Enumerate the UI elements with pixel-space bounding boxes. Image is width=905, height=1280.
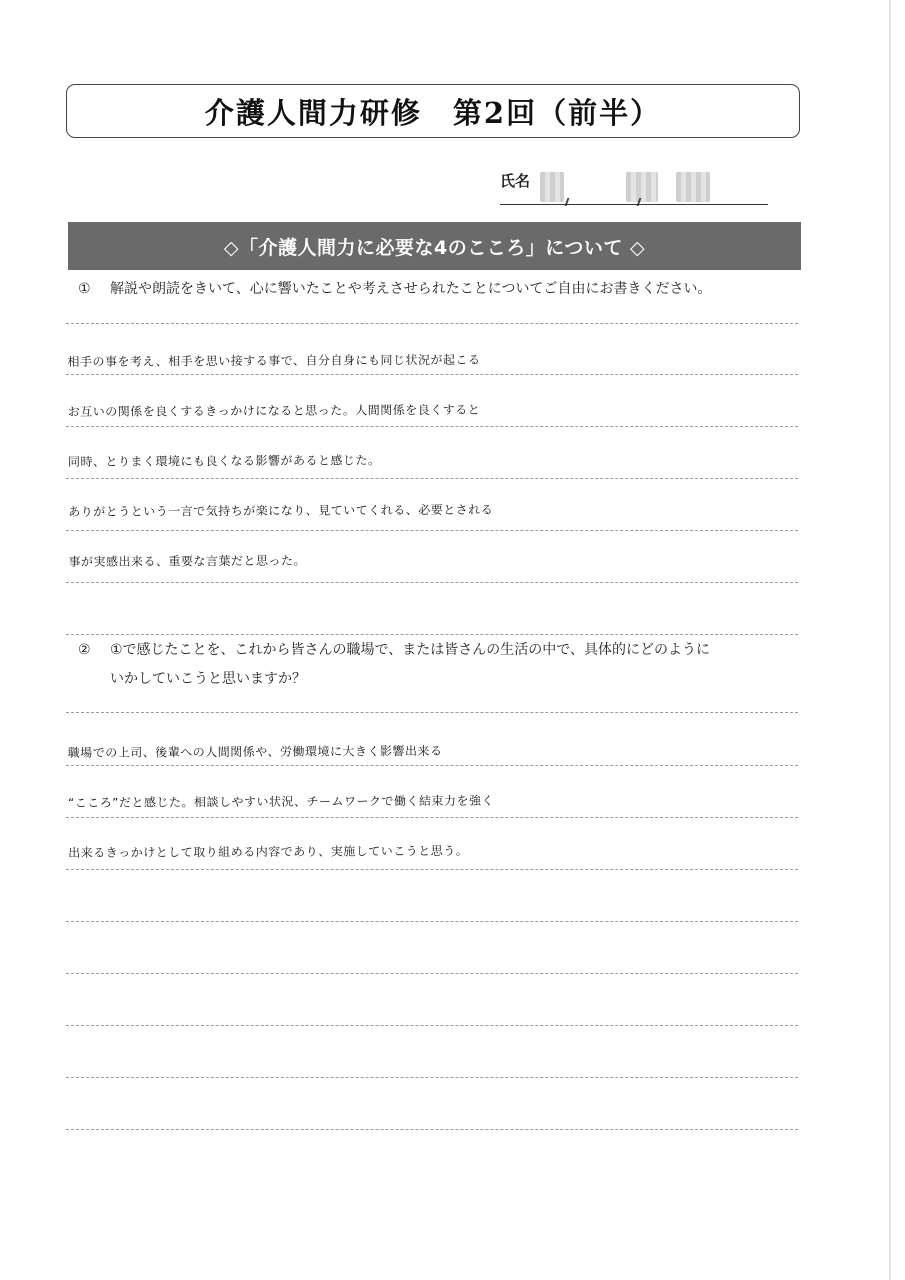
question-number: ② (78, 642, 91, 658)
ruled-line (66, 921, 798, 922)
redacted-name-block (540, 172, 564, 202)
page-edge (889, 0, 891, 1280)
answer-1 (67, 333, 798, 587)
ruled-line (66, 712, 798, 713)
redacted-name-block (676, 172, 710, 202)
answer-line: ありがとうという一言で気持ちが楽になり、見ていてくれる、必要とされる (68, 502, 494, 519)
ruled-line (66, 1129, 798, 1130)
ruled-line (66, 634, 798, 635)
question-1 (78, 275, 798, 304)
question-text: 解説や朗読をきいて、心に響いたことや考えさせられたことについてご自由にお書きください。 (110, 281, 712, 297)
section-heading-bar (68, 222, 801, 270)
name-underline (500, 204, 768, 205)
answer-line: 同時、とりまく環境にも良くなる影響があると感じた。 (67, 453, 381, 469)
redacted-name-block (626, 172, 658, 202)
answer-line: 相手の事を考え、相手を思い接する事で、自分自身にも同じ状況が起こる (67, 352, 481, 369)
question-2 (78, 636, 798, 694)
answer-line: 職場での上司、後輩への人間関係や、労働環境に大きく影響出来る (67, 743, 443, 760)
answer-line: 事が実感出来る、重要な言葉だと思った。 (68, 553, 307, 569)
title-box (66, 84, 800, 138)
answer-line: お互いの関係を良くするきっかけになると思った。人間関係を良くすると (67, 402, 481, 419)
question-text: ①で感じたことを、これから皆さんの職場で、または皆さんの生活の中で、具体的にどのように (110, 642, 710, 658)
ruled-line (66, 1077, 798, 1078)
answer-line: 出来るきっかけとして取り組める内容であり、実施していこうと思う。 (68, 843, 469, 860)
answer-line: “こころ”だと感じた。相談しやすい状況、チームワークで働く結束力を強く (67, 793, 494, 810)
question-text: いかしていこうと思いますか？ (110, 671, 306, 687)
question-number: ① (78, 281, 91, 297)
ruled-line (66, 323, 798, 324)
name-label: 氏名 (500, 172, 531, 190)
section-heading: ◇「介護人間力に必要な4のこころ」について ◇ (223, 236, 646, 259)
ruled-line (66, 1025, 798, 1026)
answer-2 (68, 724, 799, 878)
ruled-line (66, 973, 798, 974)
name-field (500, 170, 768, 208)
page-title: 介護人間力研修 第2回（前半） (204, 95, 662, 130)
